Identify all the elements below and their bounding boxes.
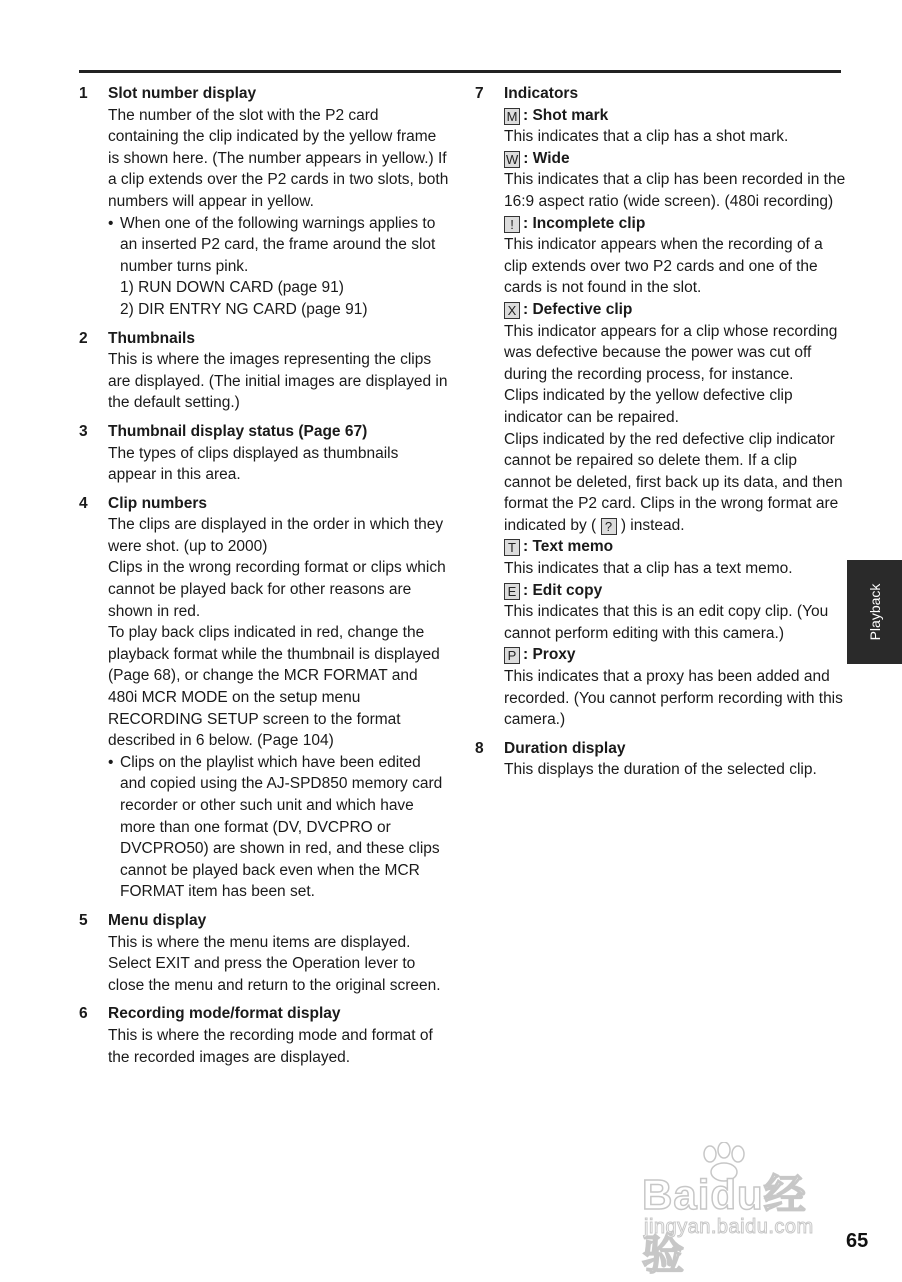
indicator-text: Clips indicated by the yellow defective clip indicator can be repaired. [504,387,793,426]
item-number: 1 [79,85,88,102]
item-6 [79,1003,449,1068]
bullet-text: Clips on the playlist which have been edited and copied using the AJ-SPD850 memory card recorder or other such unit and which have more than one format (DV, DVCPRO or DVCPRO50) are shown in red, and these clips cannot be played back even when the MCR FORMAT item has been set. [120,753,443,901]
item-5 [79,910,449,996]
item-text: This is where the menu items are displayed. Select EXIT and press the Operation lever to close the menu and return to the original screen. [108,933,441,994]
item-heading: Thumbnail display status (Page 67) [108,422,368,440]
section-tab-playback [847,560,902,664]
indicator-text: This indicates that a clip has a text memo. [504,560,793,578]
incomplete-clip-icon: ! [504,216,520,233]
wide-icon: W [506,151,519,167]
item-heading: Duration display [504,739,626,757]
item-number: 7 [475,85,484,102]
baidu-watermark [636,1142,846,1278]
indicator-wide [504,148,847,213]
indicator-text: This indicates that this is an edit copy clip. (You cannot perform editing with this camera.) [504,603,829,642]
indicator-text: This indicator appears for a clip whose recording was defective because the power was cut off during the recording process, for instance. [504,322,838,383]
item-text: This displays the duration of the selected clip. [504,761,817,779]
sub-item: 2) DIR ENTRY NG CARD (page 91) [120,300,368,318]
item-number: 2 [79,329,88,347]
watermark-url: jingyan.baidu.com [644,1216,814,1238]
indicator-text: This indicator appears when the recording of a clip extends over two P2 cards and one of the cards is not found in the slot. [504,236,823,297]
item-number: 5 [79,911,88,929]
indicator-label: : Shot mark [523,106,609,124]
item-2 [79,328,449,414]
indicator-incomplete-clip [504,213,847,299]
bullet-text: When one of the following warnings applies to an inserted P2 card, the frame around the slot number turns pink. [120,214,436,275]
item-heading: Recording mode/format display [108,1005,341,1023]
left-column [79,83,449,1075]
item-number: 6 [79,1005,88,1023]
item-text: The number of the slot with the P2 card containing the clip indicated by the yellow frame is shown here. (The number appears in yellow.) If a clip extends over the P2 cards in two slots, both numbers will appear in yellow. [108,106,449,210]
item-4 [79,493,449,903]
item-number: 8 [475,739,484,757]
item-text: Clips in the wrong recording format or clips which cannot be played back for other reasons are shown in red. [108,559,446,620]
sub-item: 1) RUN DOWN CARD (page 91) [120,279,344,297]
item-7 [475,83,847,731]
bullet-note: • When one of the following warnings applies to an inserted P2 card, the frame around the slot number turns pink. 1) RUN DOWN CARD (page 91) 2) DIR ENTRY NG CARD (page 91) [108,213,449,321]
header-rule [79,70,841,73]
indicator-shot-mark [504,105,847,148]
question-mark-icon: ? [601,518,617,535]
indicator-label: : Proxy [523,646,576,664]
item-number: 4 [79,494,88,512]
indicator-defective-clip [504,299,847,537]
item-heading: Slot number display [108,85,257,102]
item-text: To play back clips indicated in red, change the playback format while the thumbnail is displayed (Page 68), or change the MCR FORMAT and 480i MCR MODE on the setup menu RECORDING SETUP screen to the format described in 6 below. (Page 104) [108,624,440,750]
item-heading: Menu display [108,911,207,929]
right-column [475,83,847,788]
item-text: This is where the recording mode and format of the recorded images are displayed. [108,1026,433,1066]
indicator-label: : Defective clip [523,300,633,318]
item-text: The types of clips displayed as thumbnails appear in this area. [108,444,399,484]
item-text: This is where the images representing the clips are displayed. (The initial images are displayed in the default setting.) [108,351,448,412]
shot-mark-icon: M [504,108,520,125]
item-number: 3 [79,422,88,440]
indicator-label: : Text memo [523,538,614,556]
indicator-text: This indicates that a clip has a shot mark. [504,128,789,146]
defective-clip-icon: X [504,302,520,319]
indicator-label: : Wide [523,149,570,167]
text-memo-icon: T [504,539,520,556]
item-3 [79,421,449,486]
indicator-text: This indicates that a clip has been recorded in the 16:9 aspect ratio (wide screen). (480i recording) [504,171,846,210]
bullet-note: • Clips on the playlist which have been edited and copied using the AJ-SPD850 memory card recorder or other such unit and which have more than one format (DV, DVCPRO or DVCPRO50) are shown in red, and these clips cannot be played back even when the MCR FORMAT item has been set. [108,753,443,901]
item-1 [79,83,449,321]
indicator-text: Clips indicated by the red defective clip indicator cannot be repaired so delete them. If a clip cannot be deleted, first back up its data, and then format the P2 card. Clips in the wrong format are indicated by ( ? ) instead. [504,430,843,534]
indicator-label: : Incomplete clip [523,214,646,232]
indicator-proxy [504,644,847,730]
item-heading: Clip numbers [108,494,208,512]
watermark-logo: Baidu经验 [642,1171,807,1278]
item-heading: Thumbnails [108,329,195,347]
indicator-label: : Edit copy [523,581,603,599]
section-tab-label: Playback [866,583,883,641]
indicator-edit-copy [504,580,847,645]
indicator-text-memo [504,536,847,579]
item-8 [475,738,847,781]
proxy-icon: P [504,647,520,664]
indicator-text: This indicates that a proxy has been added and recorded. (You cannot perform recording with this camera.) [504,668,843,729]
item-heading: Indicators [504,85,579,102]
edit-copy-icon: E [504,583,520,600]
item-text: The clips are displayed in the order in which they were shot. (up to 2000) [108,516,444,555]
page-number: 65 [846,1230,869,1252]
